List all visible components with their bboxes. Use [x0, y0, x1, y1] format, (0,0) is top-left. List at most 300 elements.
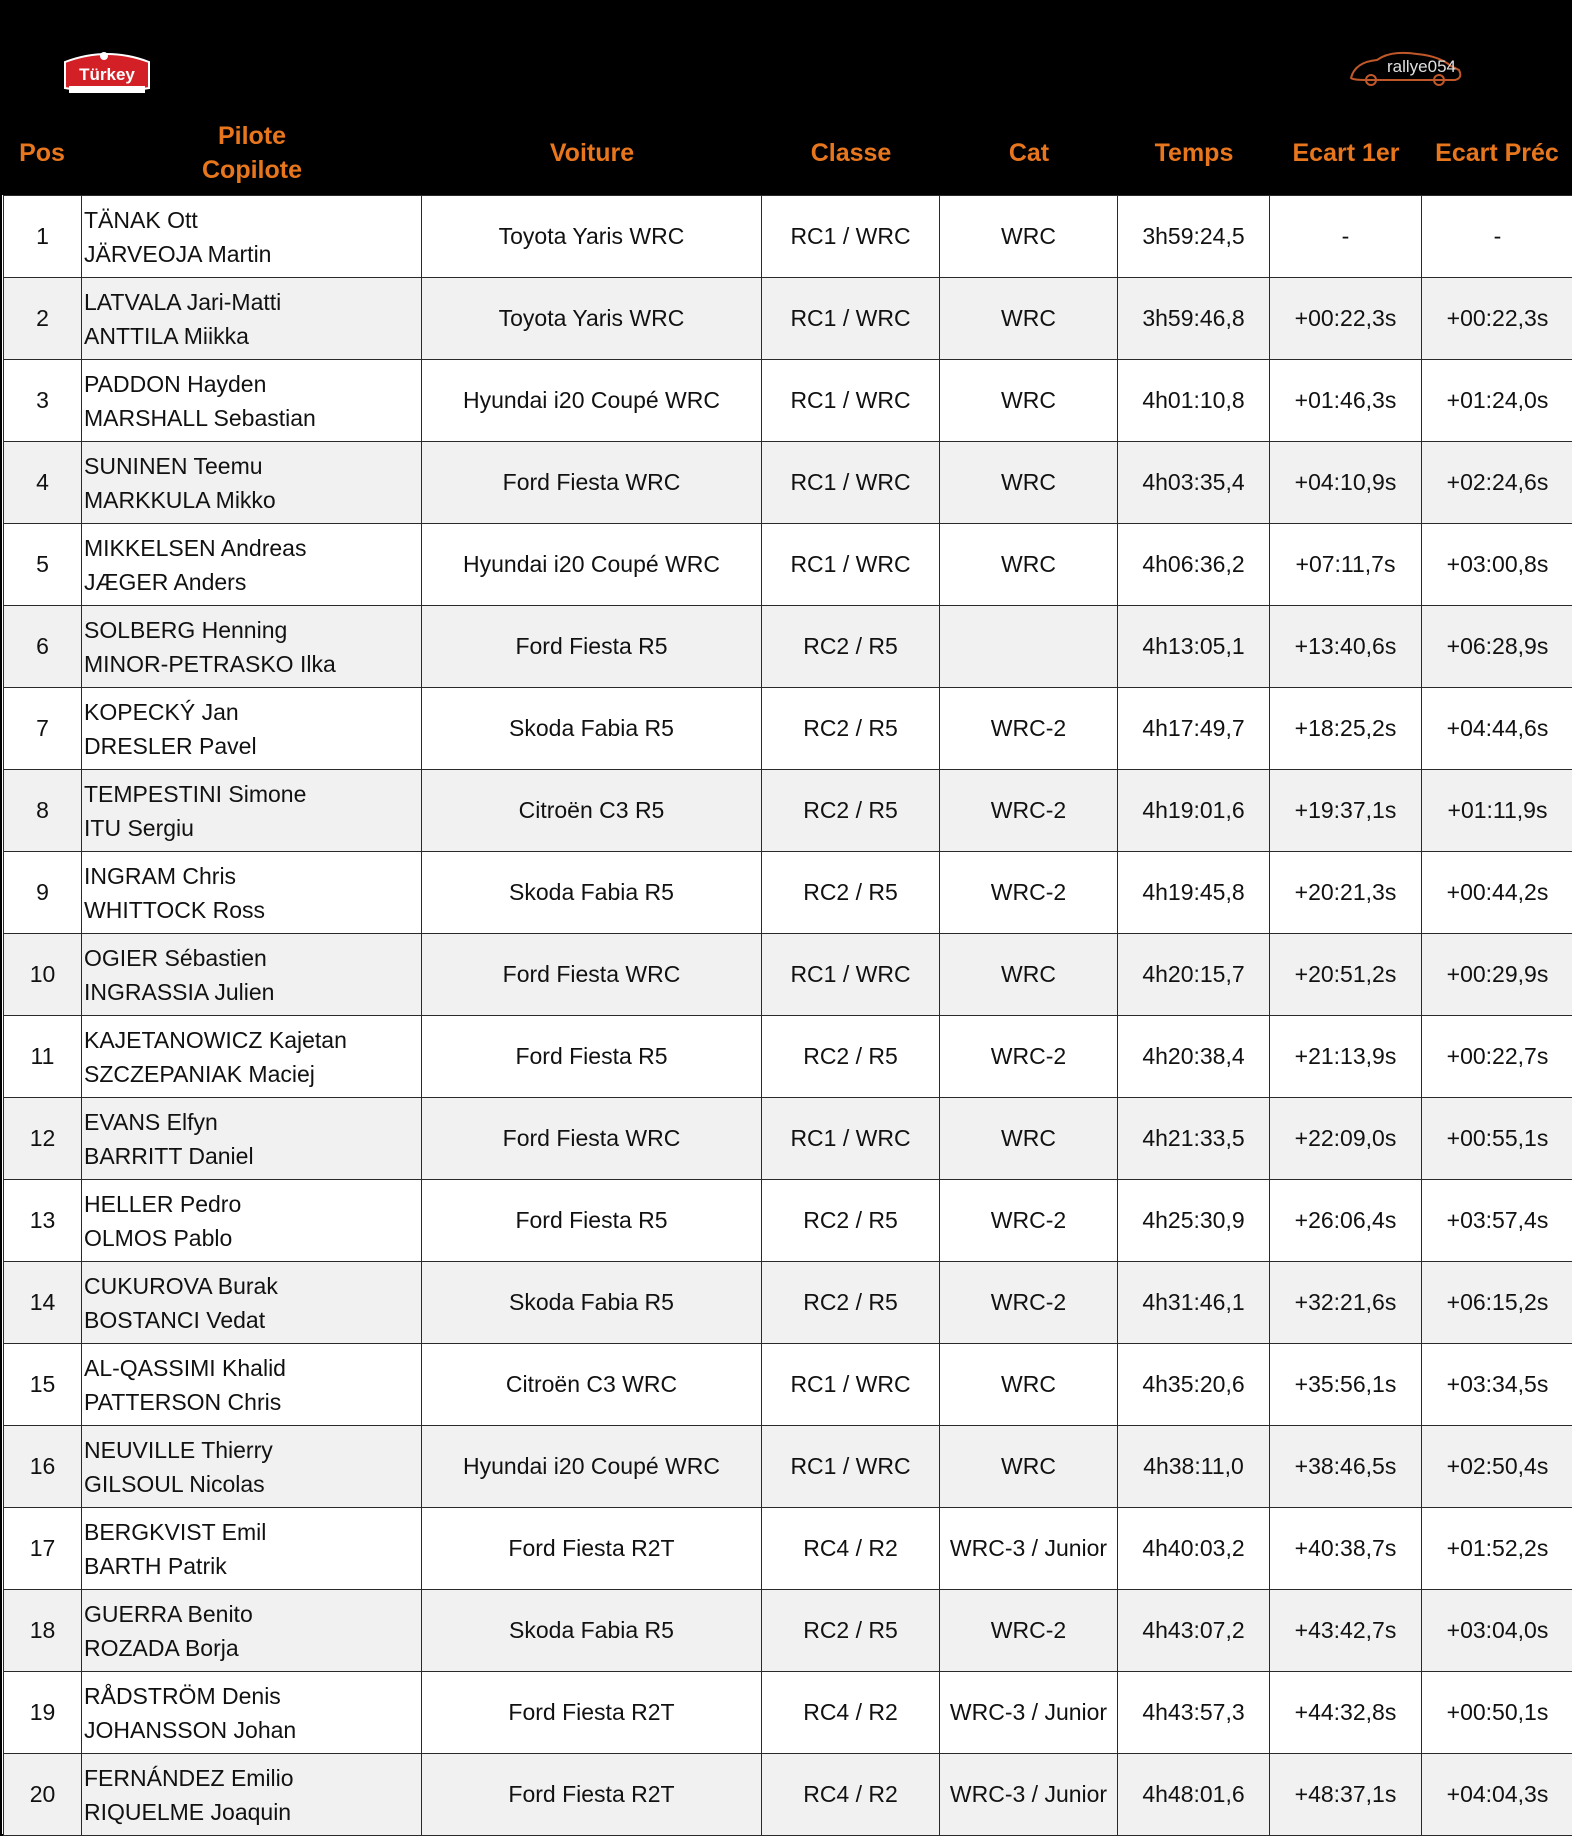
pos-value: 5	[36, 551, 49, 577]
cell-crew	[82, 1426, 422, 1508]
cell-temps	[1118, 1508, 1270, 1590]
car-value: Ford Fiesta R2T	[508, 1699, 675, 1725]
class-value: RC4 / R2	[803, 1699, 898, 1725]
header-ecart-1er: Ecart 1er	[1292, 138, 1400, 167]
driver-name: INGRAM Chris	[84, 862, 237, 889]
cell-classe	[762, 1590, 940, 1672]
driver-name: FERNÁNDEZ Emilio	[84, 1764, 294, 1791]
cell-pos	[4, 1590, 82, 1672]
cell-temps	[1118, 1754, 1270, 1836]
codriver-name: DRESLER Pavel	[84, 732, 257, 759]
gap-previous-value: -	[1493, 223, 1502, 249]
cell-ecart-1er	[1270, 1672, 1422, 1754]
class-value: RC1 / WRC	[790, 1371, 911, 1397]
cell-cat	[940, 852, 1118, 934]
time-value: 4h17:49,7	[1142, 715, 1245, 741]
car-value: Skoda Fabia R5	[509, 1617, 674, 1643]
cell-ecart-1er	[1270, 1754, 1422, 1836]
category-value: WRC-2	[990, 797, 1067, 823]
table-row	[4, 442, 1572, 524]
cell-ecart-1er	[1270, 196, 1422, 278]
category-value: WRC-2	[990, 879, 1067, 905]
category-value: WRC	[1001, 387, 1056, 413]
cell-pos	[4, 360, 82, 442]
car-value: Ford Fiesta WRC	[502, 1125, 681, 1151]
class-value: RC1 / WRC	[790, 387, 911, 413]
car-value: Citroën C3 WRC	[505, 1371, 678, 1397]
driver-name: KAJETANOWICZ Kajetan	[84, 1026, 347, 1053]
cell-voiture	[422, 1672, 762, 1754]
cell-temps	[1118, 360, 1270, 442]
cell-classe	[762, 196, 940, 278]
cell-temps	[1118, 1344, 1270, 1426]
gap-first-value: +13:40,6s	[1294, 633, 1397, 659]
pos-value: 19	[29, 1699, 56, 1725]
cell-ecart-1er	[1270, 278, 1422, 360]
cell-classe	[762, 524, 940, 606]
cell-cat	[940, 1262, 1118, 1344]
class-value: RC2 / R5	[803, 715, 898, 741]
cell-ecart-1er	[1270, 524, 1422, 606]
category-value: WRC	[1001, 469, 1056, 495]
car-value: Hyundai i20 Coupé WRC	[463, 387, 720, 413]
cell-voiture	[422, 1180, 762, 1262]
cell-crew	[82, 1508, 422, 1590]
gap-previous-value: +00:44,2s	[1446, 879, 1549, 905]
cell-cat	[940, 934, 1118, 1016]
cell-ecart-prec	[1422, 196, 1572, 278]
cell-crew	[82, 360, 422, 442]
cell-ecart-prec	[1422, 852, 1572, 934]
class-value: RC2 / R5	[803, 1289, 898, 1315]
pos-value: 15	[29, 1371, 56, 1397]
class-value: RC2 / R5	[803, 879, 898, 905]
cell-cat	[940, 278, 1118, 360]
car-value: Toyota Yaris WRC	[498, 223, 685, 249]
cell-cat	[940, 524, 1118, 606]
cell-classe	[762, 770, 940, 852]
cell-ecart-1er	[1270, 1262, 1422, 1344]
category-value: WRC	[1001, 961, 1056, 987]
class-value: RC4 / R2	[803, 1535, 898, 1561]
header-cat: Cat	[1008, 138, 1050, 167]
time-value: 4h20:38,4	[1142, 1043, 1245, 1069]
category-value: WRC-3 / Junior	[949, 1535, 1108, 1561]
cell-temps	[1118, 442, 1270, 524]
time-value: 4h03:35,4	[1142, 469, 1245, 495]
pos-value: 18	[29, 1617, 56, 1643]
gap-previous-value: +01:11,9s	[1447, 797, 1548, 823]
time-value: 4h13:05,1	[1142, 633, 1245, 659]
car-value: Ford Fiesta R5	[515, 1207, 668, 1233]
class-value: RC1 / WRC	[790, 469, 911, 495]
codriver-name: OLMOS Pablo	[84, 1224, 233, 1251]
driver-name: TEMPESTINI Simone	[84, 780, 307, 807]
svg-text:Türkey: Türkey	[79, 65, 135, 84]
cell-pos	[4, 1754, 82, 1836]
time-value: 3h59:24,5	[1142, 223, 1245, 249]
cell-temps	[1118, 1426, 1270, 1508]
cell-voiture	[422, 196, 762, 278]
cell-cat	[940, 1098, 1118, 1180]
cell-ecart-1er	[1270, 1180, 1422, 1262]
cell-ecart-prec	[1422, 606, 1572, 688]
cell-classe	[762, 606, 940, 688]
cell-ecart-prec	[1422, 360, 1572, 442]
cell-crew	[82, 1590, 422, 1672]
gap-first-value: +48:37,1s	[1294, 1781, 1397, 1807]
codriver-name: JÄRVEOJA Martin	[84, 240, 272, 267]
car-value: Ford Fiesta WRC	[502, 961, 681, 987]
class-value: RC1 / WRC	[790, 1453, 911, 1479]
gap-first-value: -	[1341, 223, 1350, 249]
table-row	[4, 1672, 1572, 1754]
cell-voiture	[422, 770, 762, 852]
time-value: 4h40:03,2	[1142, 1535, 1245, 1561]
gap-first-value: +04:10,9s	[1294, 469, 1397, 495]
gap-previous-value: +04:44,6s	[1446, 715, 1549, 741]
gap-previous-value: +06:15,2s	[1446, 1289, 1549, 1315]
driver-name: MIKKELSEN Andreas	[84, 534, 307, 561]
driver-name: EVANS Elfyn	[84, 1108, 218, 1135]
driver-name: PADDON Hayden	[84, 370, 267, 397]
cell-temps	[1118, 1016, 1270, 1098]
codriver-name: MARKKULA Mikko	[84, 486, 276, 513]
gap-first-value: +18:25,2s	[1294, 715, 1397, 741]
gap-first-value: +40:38,7s	[1294, 1535, 1397, 1561]
cell-classe	[762, 1262, 940, 1344]
car-value: Ford Fiesta R2T	[508, 1535, 675, 1561]
codriver-name: ITU Sergiu	[84, 814, 194, 841]
gap-first-value: +43:42,7s	[1294, 1617, 1397, 1643]
cell-ecart-prec	[1422, 688, 1572, 770]
results-table	[3, 195, 1572, 1836]
gap-first-value: +19:37,1s	[1294, 797, 1397, 823]
gap-previous-value: +00:29,9s	[1446, 961, 1549, 987]
category-value: WRC-3 / Junior	[949, 1699, 1108, 1725]
class-value: RC2 / R5	[803, 1043, 898, 1069]
table-row	[4, 278, 1572, 360]
cell-pos	[4, 1344, 82, 1426]
header-pilote-copilote: Pilote Copilote	[202, 121, 302, 184]
gap-first-value: +07:11,7s	[1295, 551, 1396, 577]
time-value: 4h19:45,8	[1142, 879, 1245, 905]
cell-voiture	[422, 1754, 762, 1836]
category-value: WRC-2	[990, 1617, 1067, 1643]
pos-value: 13	[29, 1207, 56, 1233]
cell-ecart-prec	[1422, 1754, 1572, 1836]
gap-previous-value: +01:52,2s	[1446, 1535, 1549, 1561]
pos-value: 1	[36, 223, 49, 249]
car-value: Skoda Fabia R5	[509, 1289, 674, 1315]
cell-voiture	[422, 1098, 762, 1180]
cell-pos	[4, 606, 82, 688]
pos-value: 2	[36, 305, 49, 331]
codriver-name: INGRASSIA Julien	[84, 978, 275, 1005]
cell-cat	[940, 442, 1118, 524]
cell-cat	[940, 1508, 1118, 1590]
driver-name: GUERRA Benito	[84, 1600, 253, 1627]
cell-crew	[82, 934, 422, 1016]
cell-temps	[1118, 1590, 1270, 1672]
class-value: RC4 / R2	[803, 1781, 898, 1807]
cell-voiture	[422, 688, 762, 770]
category-value: WRC-2	[990, 1207, 1067, 1233]
driver-name: HELLER Pedro	[84, 1190, 242, 1217]
time-value: 4h43:07,2	[1142, 1617, 1245, 1643]
rallye054-logo	[1347, 48, 1487, 86]
driver-name: KOPECKÝ Jan	[84, 698, 239, 725]
codriver-name: JÆGER Anders	[84, 568, 247, 595]
cell-temps	[1118, 934, 1270, 1016]
category-value: WRC-2	[990, 1289, 1067, 1315]
gap-previous-value: +02:24,6s	[1446, 469, 1549, 495]
cell-pos	[4, 442, 82, 524]
class-value: RC2 / R5	[803, 1207, 898, 1233]
codriver-name: RIQUELME Joaquin	[84, 1798, 292, 1825]
table-row	[4, 1016, 1572, 1098]
gap-previous-value: +03:04,0s	[1446, 1617, 1549, 1643]
pos-value: 11	[30, 1043, 55, 1069]
cell-voiture	[422, 852, 762, 934]
cell-ecart-prec	[1422, 278, 1572, 360]
header-classe: Classe	[810, 138, 892, 167]
gap-first-value: +38:46,5s	[1294, 1453, 1397, 1479]
table-row	[4, 1508, 1572, 1590]
gap-previous-value: +00:22,3s	[1446, 305, 1549, 331]
gap-first-value: +44:32,8s	[1294, 1699, 1397, 1725]
cell-classe	[762, 688, 940, 770]
gap-first-value: +01:46,3s	[1294, 387, 1397, 413]
cell-voiture	[422, 442, 762, 524]
table-row	[4, 852, 1572, 934]
gap-first-value: +32:21,6s	[1294, 1289, 1397, 1315]
cell-cat	[940, 1016, 1118, 1098]
cell-ecart-prec	[1422, 1098, 1572, 1180]
table-row	[4, 1590, 1572, 1672]
pos-value: 14	[29, 1289, 56, 1315]
table-row	[4, 934, 1572, 1016]
cell-classe	[762, 1180, 940, 1262]
codriver-name: SZCZEPANIAK Maciej	[84, 1060, 315, 1087]
cell-ecart-prec	[1422, 1016, 1572, 1098]
driver-name: OGIER Sébastien	[84, 944, 267, 971]
gap-previous-value: +00:50,1s	[1446, 1699, 1549, 1725]
cell-ecart-prec	[1422, 442, 1572, 524]
category-value: WRC	[1001, 551, 1056, 577]
cell-temps	[1118, 524, 1270, 606]
pos-value: 4	[36, 469, 49, 495]
cell-ecart-prec	[1422, 1590, 1572, 1672]
class-value: RC2 / R5	[803, 633, 898, 659]
class-value: RC1 / WRC	[790, 223, 911, 249]
class-value: RC1 / WRC	[790, 1125, 911, 1151]
codriver-name: GILSOUL Nicolas	[84, 1470, 265, 1497]
codriver-name: WHITTOCK Ross	[84, 896, 266, 923]
gap-first-value: +21:13,9s	[1294, 1043, 1397, 1069]
cell-crew	[82, 278, 422, 360]
cell-ecart-prec	[1422, 1426, 1572, 1508]
car-value: Toyota Yaris WRC	[498, 305, 685, 331]
cell-voiture	[422, 1016, 762, 1098]
cell-cat	[940, 1590, 1118, 1672]
cell-cat	[940, 1426, 1118, 1508]
class-value: RC2 / R5	[803, 1617, 898, 1643]
gap-previous-value: +03:34,5s	[1446, 1371, 1549, 1397]
cell-classe	[762, 1344, 940, 1426]
cell-voiture	[422, 606, 762, 688]
cell-ecart-prec	[1422, 1344, 1572, 1426]
category-value: WRC	[1001, 223, 1056, 249]
gap-previous-value: +02:50,4s	[1446, 1453, 1549, 1479]
gap-first-value: +26:06,4s	[1294, 1207, 1397, 1233]
cell-ecart-1er	[1270, 1016, 1422, 1098]
category-value: WRC-2	[990, 1043, 1067, 1069]
pos-value: 10	[29, 961, 56, 987]
cell-voiture	[422, 360, 762, 442]
pos-value: 8	[36, 797, 49, 823]
cell-temps	[1118, 278, 1270, 360]
codriver-name: MARSHALL Sebastian	[84, 404, 316, 431]
time-value: 4h20:15,7	[1142, 961, 1245, 987]
pos-value: 6	[36, 633, 49, 659]
category-value: WRC-3 / Junior	[949, 1781, 1108, 1807]
cell-classe	[762, 1098, 940, 1180]
driver-name: LATVALA Jari-Matti	[84, 288, 282, 315]
car-value: Citroën C3 R5	[518, 797, 665, 823]
driver-name: RÅDSTRÖM Denis	[84, 1682, 281, 1709]
time-value: 4h35:20,6	[1142, 1371, 1245, 1397]
gap-previous-value: +04:04,3s	[1446, 1781, 1549, 1807]
cell-temps	[1118, 606, 1270, 688]
cell-temps	[1118, 688, 1270, 770]
pos-value: 7	[36, 715, 49, 741]
cell-crew	[82, 1262, 422, 1344]
cell-pos	[4, 1098, 82, 1180]
table-row	[4, 606, 1572, 688]
table-row	[4, 524, 1572, 606]
gap-first-value: +22:09,0s	[1294, 1125, 1397, 1151]
cell-voiture	[422, 1508, 762, 1590]
cell-crew	[82, 852, 422, 934]
cell-temps	[1118, 852, 1270, 934]
cell-ecart-prec	[1422, 1508, 1572, 1590]
cell-ecart-1er	[1270, 1590, 1422, 1672]
cell-crew	[82, 442, 422, 524]
cell-crew	[82, 196, 422, 278]
cell-voiture	[422, 1344, 762, 1426]
gap-previous-value: +00:22,7s	[1446, 1043, 1549, 1069]
cell-temps	[1118, 1262, 1270, 1344]
cell-cat	[940, 1754, 1118, 1836]
class-value: RC2 / R5	[803, 797, 898, 823]
time-value: 4h38:11,0	[1143, 1453, 1244, 1479]
header-temps: Temps	[1154, 138, 1234, 167]
cell-ecart-1er	[1270, 934, 1422, 1016]
pos-value: 9	[36, 879, 49, 905]
cell-ecart-prec	[1422, 1672, 1572, 1754]
class-value: RC1 / WRC	[790, 551, 911, 577]
cell-classe	[762, 934, 940, 1016]
car-value: Ford Fiesta R2T	[508, 1781, 675, 1807]
cell-pos	[4, 1508, 82, 1590]
cell-ecart-1er	[1270, 1426, 1422, 1508]
cell-classe	[762, 360, 940, 442]
svg-text:rallye054: rallye054	[1387, 57, 1456, 76]
table-row	[4, 1262, 1572, 1344]
cell-ecart-1er	[1270, 442, 1422, 524]
pos-value: 17	[29, 1535, 56, 1561]
cell-temps	[1118, 1672, 1270, 1754]
pos-value: 16	[29, 1453, 56, 1479]
cell-classe	[762, 1508, 940, 1590]
gap-first-value: +20:51,2s	[1294, 961, 1397, 987]
cell-crew	[82, 688, 422, 770]
cell-temps	[1118, 1098, 1270, 1180]
cell-crew	[82, 606, 422, 688]
cell-pos	[4, 1426, 82, 1508]
cell-classe	[762, 278, 940, 360]
cell-crew	[82, 1754, 422, 1836]
time-value: 4h21:33,5	[1142, 1125, 1245, 1151]
cell-pos	[4, 196, 82, 278]
cell-classe	[762, 442, 940, 524]
cell-classe	[762, 852, 940, 934]
pos-value: 3	[36, 387, 49, 413]
cell-cat	[940, 1672, 1118, 1754]
driver-name: NEUVILLE Thierry	[84, 1436, 273, 1463]
cell-pos	[4, 688, 82, 770]
cell-ecart-1er	[1270, 688, 1422, 770]
class-value: RC1 / WRC	[790, 305, 911, 331]
car-value: Ford Fiesta R5	[515, 1043, 668, 1069]
gap-first-value: +00:22,3s	[1294, 305, 1397, 331]
cell-ecart-prec	[1422, 934, 1572, 1016]
gap-previous-value: +01:24,0s	[1446, 387, 1549, 413]
car-value: Ford Fiesta R5	[515, 633, 668, 659]
cell-ecart-1er	[1270, 852, 1422, 934]
category-value: WRC	[1001, 1453, 1056, 1479]
cell-pos	[4, 524, 82, 606]
driver-name: CUKUROVA Burak	[84, 1272, 278, 1299]
header-ecart-prec: Ecart Préc	[1435, 138, 1559, 167]
time-value: 4h31:46,1	[1142, 1289, 1245, 1315]
table-row	[4, 196, 1572, 278]
time-value: 4h01:10,8	[1142, 387, 1245, 413]
cell-crew	[82, 1344, 422, 1426]
cell-ecart-1er	[1270, 1508, 1422, 1590]
cell-temps	[1118, 1180, 1270, 1262]
time-value: 4h43:57,3	[1142, 1699, 1245, 1725]
driver-name: AL-QASSIMI Khalid	[84, 1354, 286, 1381]
time-value: 4h48:01,6	[1142, 1781, 1245, 1807]
cell-voiture	[422, 524, 762, 606]
cell-cat	[940, 770, 1118, 852]
rally-turkey-logo	[57, 48, 157, 96]
time-value: 4h25:30,9	[1142, 1207, 1245, 1233]
cell-ecart-1er	[1270, 1098, 1422, 1180]
cell-classe	[762, 1426, 940, 1508]
car-value: Skoda Fabia R5	[509, 715, 674, 741]
cell-classe	[762, 1016, 940, 1098]
cell-ecart-prec	[1422, 1180, 1572, 1262]
cell-cat	[940, 688, 1118, 770]
class-value: RC1 / WRC	[790, 961, 911, 987]
cell-ecart-1er	[1270, 606, 1422, 688]
gap-previous-value: +00:55,1s	[1446, 1125, 1549, 1151]
gap-first-value: +20:21,3s	[1294, 879, 1397, 905]
cell-ecart-prec	[1422, 1262, 1572, 1344]
